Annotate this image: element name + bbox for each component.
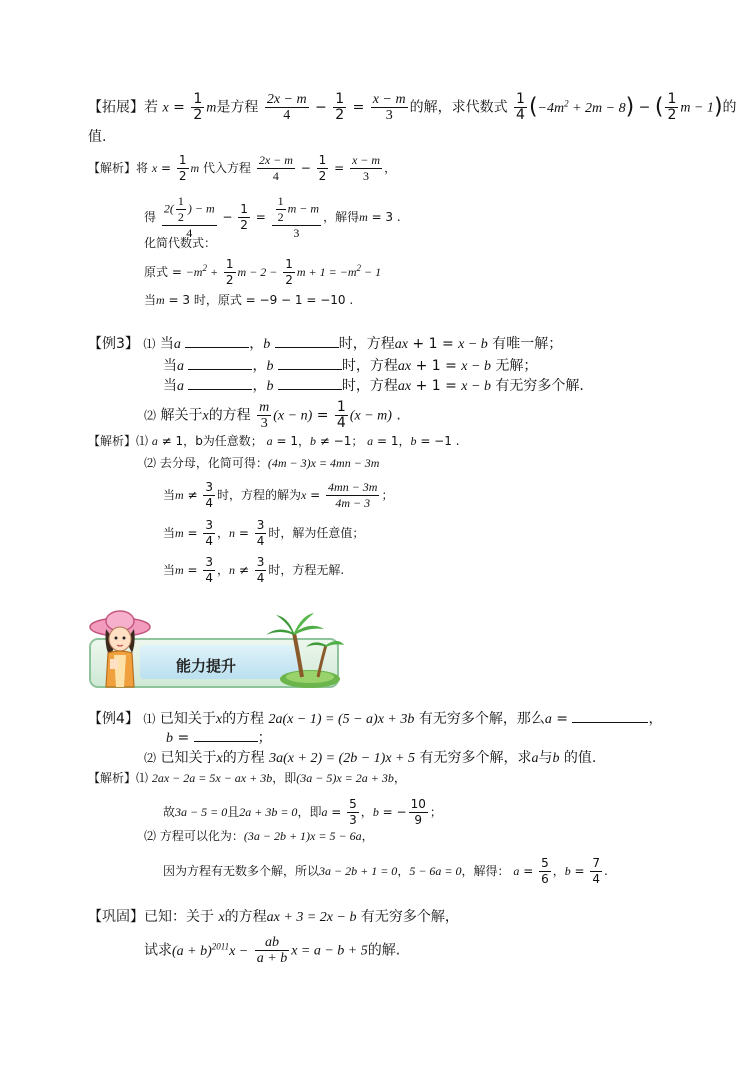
answer-blank[interactable]	[278, 375, 342, 390]
solution-tag: 【解析】	[88, 161, 137, 175]
example-4-tag: 【例4】	[88, 711, 139, 727]
example-3-tag: 【例3】	[88, 336, 139, 352]
consolidation-problem: 【巩固】已知：关于 x的方程ax + 3 = 2x − b 有无穷多个解，	[88, 909, 459, 925]
solution-3-line-3: 当m ≠ $\frac{3}{4}$ 时，方程的解为x = $\frac{4mn - 3m}{4m - 3}$ ；	[163, 480, 394, 510]
extension-problem: 【拓展】若 x = $\frac{1}{2}$ m是方程 $\frac{2x - m}{4}$ − $\frac{1}{2}$ = $\frac{x - m}{3}$ 的解，求代数式 $\frac{1}{4}$ $(-4m^2 + 2m - 8)$ − ( $\frac{1}{2}$ m − 1)的	[88, 91, 737, 123]
solution-1-line-3: 化简代数式：	[144, 236, 217, 250]
solution-3-line-2: ⑵ 去分母，化简可得：(4m − 3)x = 4mn − 3m	[144, 456, 380, 470]
solution-3-line-5: 当m = $\frac{3}{4}$ ，n ≠ $\frac{3}{4}$ 时，方程无解.	[163, 555, 345, 585]
example-3-line-1: 【例3】 ⑴ 当a ，b 时，方程ax + 1 = x − b 有唯一解；	[88, 333, 562, 355]
solution-4-line-1: 【解析】⑴ 2ax − 2a = 5x − ax + 3b，即(3a − 5)x = 2a + 3b，	[88, 771, 406, 785]
answer-blank[interactable]	[194, 727, 258, 742]
solution-4-line-4: 因为方程有无数多个解，所以3a − 2b + 1 = 0，5 − 6a = 0，解得： a = $\frac{5}{6}$ ，b = $\frac{7}{4}$ .	[163, 856, 608, 886]
solution-1-line-2: 得 2( $\frac{1}{2}$ ) − m 4 − $\frac{1}{2}$ = $\frac{1}{2}$ m − m 3 ，解得m = 3 .	[144, 194, 401, 240]
solution-tag: 【解析】	[88, 771, 137, 785]
solution-3-line-1: 【解析】⑴ a ≠ 1，b为任意数； a = 1，b ≠ −1； a = 1，b = −1 .	[88, 434, 460, 448]
solution-1-line-1: 【解析】将 x = $\frac{1}{2}$ m 代入方程 $\frac{2x - m}{4}$ − $\frac{1}{2}$ = $\frac{x - m}{3}$ ，	[88, 153, 397, 183]
extension-end: 值.	[88, 129, 107, 145]
banner-illustration	[88, 603, 344, 691]
section-title: 能力提升	[176, 657, 237, 675]
example-3-line-3: 当a ，b 时，方程ax + 1 = x − b 有无穷多个解.	[163, 375, 584, 397]
section-banner	[88, 603, 344, 691]
example-4-line-2: b = ；	[166, 727, 272, 749]
solution-1-line-5: 当m = 3 时，原式 = −9 − 1 = −10 .	[144, 293, 354, 307]
consolidation-tag: 【巩固】	[88, 909, 144, 925]
example-3-line-2: 当a ，b 时，方程ax + 1 = x − b 无解；	[163, 355, 537, 377]
example-3-part-2: ⑵ 解关于x的方程 $\frac{m}{3}$ (x − n) = $\frac{1}{4}$ (x − m) .	[144, 399, 401, 431]
solution-3-line-4: 当m = $\frac{3}{4}$ ，n = $\frac{3}{4}$ 时，解为任意值；	[163, 518, 365, 548]
solution-4-line-3: ⑵ 方程可以化为：(3a − 2b + 1)x = 5 − 6a，	[144, 829, 374, 843]
answer-blank[interactable]	[275, 333, 339, 348]
answer-blank[interactable]	[188, 375, 252, 390]
example-4-line-1: 【例4】 ⑴ 已知关于x的方程 2a(x − 1) = (5 − a)x + 3b 有无穷多个解，那么a = ，	[88, 708, 662, 730]
answer-blank[interactable]	[278, 355, 342, 370]
solution-1-line-4: 原式 = $-m^2$ + $\frac{1}{2}$ m − 2 − $\frac{1}{2}$ $m + 1 = -m^2 - 1$	[144, 257, 382, 287]
solution-tag: 【解析】	[88, 434, 137, 448]
answer-blank[interactable]	[185, 333, 249, 348]
example-4-part-2: ⑵ 已知关于x的方程 3a(x + 2) = (2b − 1)x + 5 有无穷多个解，求a与b 的值.	[144, 750, 597, 766]
solution-4-line-2: 故3a − 5 = 0且2a + 3b = 0，即a = $\frac{5}{3}$ ，b = − $\frac{10}{9}$ ；	[163, 797, 442, 827]
answer-blank[interactable]	[188, 355, 252, 370]
consolidation-problem-line-2: 试求$(a + b)^{2011}x$ − $\frac{ab}{a + b}$ x = a − b + 5的解.	[144, 935, 401, 966]
answer-blank[interactable]	[572, 708, 648, 723]
extension-tag: 【拓展】	[88, 99, 144, 116]
